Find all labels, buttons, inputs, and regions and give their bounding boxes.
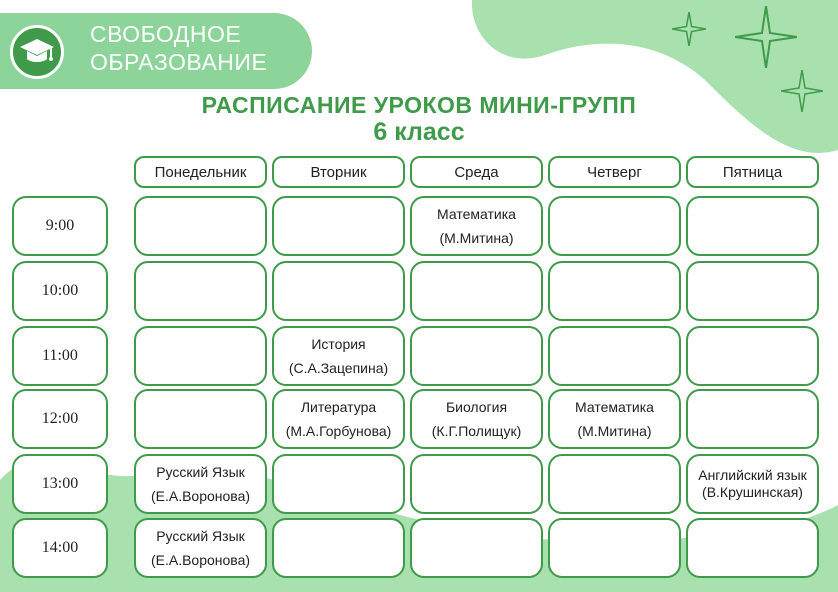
time-slot-1000: 10:00 — [12, 261, 108, 321]
lesson-subject: Русский Язык — [156, 528, 245, 544]
lesson-cell — [134, 454, 267, 514]
sparkle-icon — [672, 12, 706, 46]
lesson-cell — [410, 518, 543, 578]
lesson-cell — [548, 261, 681, 321]
lesson-teacher: (Е.А.Воронова) — [150, 488, 251, 504]
lesson-teacher: (М.Митина) — [439, 230, 514, 246]
day-header-wednesday: Среда — [410, 156, 543, 188]
lesson-cell — [548, 196, 681, 256]
page-subtitle: 6 класс — [373, 118, 465, 146]
lesson-subject: Математика — [575, 399, 654, 415]
page-title: РАСПИСАНИЕ УРОКОВ МИНИ-ГРУПП — [201, 92, 637, 118]
lesson-cell — [410, 196, 543, 256]
lesson-cell — [548, 518, 681, 578]
lesson-cell — [686, 518, 819, 578]
lesson-cell — [134, 196, 267, 256]
lesson-cell — [686, 261, 819, 321]
time-slot-0900: 9:00 — [12, 196, 108, 256]
logo-line-2: ОБРАЗОВАНИЕ — [90, 49, 268, 75]
lesson-cell — [548, 389, 681, 449]
lesson-teacher: (М.Митина) — [577, 423, 652, 439]
time-slot-1200: 12:00 — [12, 389, 108, 449]
lesson-cell — [686, 196, 819, 256]
lesson-cell — [548, 326, 681, 386]
lesson-cell — [410, 326, 543, 386]
lesson-cell — [134, 326, 267, 386]
lesson-cell — [272, 261, 405, 321]
logo-line-1: СВОБОДНОЕ — [90, 21, 242, 47]
day-header-tuesday: Вторник — [272, 156, 405, 188]
lesson-cell — [272, 518, 405, 578]
lesson-cell — [134, 518, 267, 578]
logo-text — [90, 20, 267, 76]
lesson-cell — [134, 389, 267, 449]
lesson-cell — [134, 261, 267, 321]
lesson-subject: Английский язык — [698, 467, 807, 483]
lesson-teacher: (К.Г.Полищук) — [431, 423, 522, 439]
lesson-subject: Математика — [437, 206, 516, 222]
lesson-subject: История — [311, 336, 366, 352]
lesson-cell — [686, 389, 819, 449]
lesson-teacher: (Е.А.Воронова) — [150, 552, 251, 568]
lesson-subject: Русский Язык — [156, 464, 245, 480]
lesson-cell — [272, 326, 405, 386]
day-header-friday: Пятница — [686, 156, 819, 188]
time-slot-1100: 11:00 — [12, 326, 108, 386]
lesson-cell — [272, 454, 405, 514]
lesson-cell — [548, 454, 681, 514]
day-header-thursday: Четверг — [548, 156, 681, 188]
lesson-teacher: (В.Крушинская) — [702, 484, 803, 500]
lesson-teacher: (С.А.Зацепина) — [288, 360, 389, 376]
lesson-cell — [410, 261, 543, 321]
logo-badge — [10, 25, 64, 79]
lesson-teacher: (М.А.Горбунова) — [285, 423, 392, 439]
lesson-cell — [686, 454, 819, 514]
lesson-subject: Литература — [300, 399, 377, 415]
lesson-cell — [272, 196, 405, 256]
time-slot-1400: 14:00 — [12, 518, 108, 578]
lesson-cell — [686, 326, 819, 386]
graduation-cap-icon — [19, 36, 55, 66]
sparkle-icon — [735, 6, 797, 68]
lesson-subject: Биология — [445, 399, 508, 415]
lesson-cell — [410, 454, 543, 514]
lesson-cell — [410, 389, 543, 449]
time-slot-1300: 13:00 — [12, 454, 108, 514]
lesson-cell — [272, 389, 405, 449]
day-header-monday: Понедельник — [134, 156, 267, 188]
